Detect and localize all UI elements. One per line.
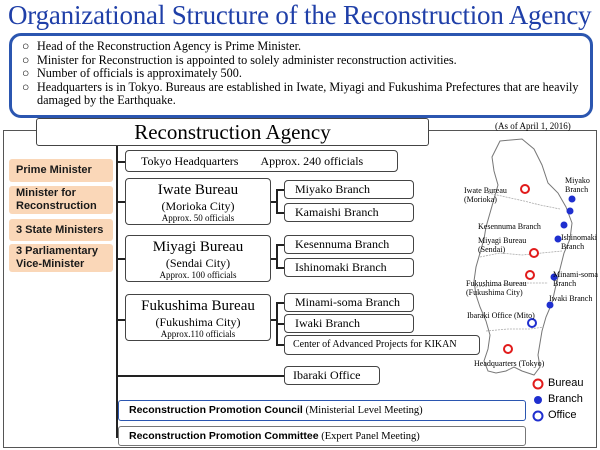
page-title: Organizational Structure of the Reconstruction Agency [8,0,592,30]
map-label-iwaki: Iwaki Branch [549,294,593,303]
trunk-line [116,146,118,437]
bureau-name: Iwate Bureau [157,182,239,198]
circle-bullet-icon: ○ [22,66,30,81]
as-of-date: (As of April 1, 2016) [495,121,571,131]
ibaraki-office-box: Ibaraki Office [284,366,380,385]
leader-prime-minister: Prime Minister [9,159,113,182]
iwaki-branch-box: Iwaki Branch [284,314,414,333]
bureau-marker-miyagi [530,249,538,257]
leader-vice-ministers: 3 Parliamentary Vice-Minister [9,244,113,272]
connector-line [116,201,125,203]
bureau-city: (Sendai City) [165,256,231,270]
circle-bullet-icon: ○ [22,39,30,53]
legend-bureau-icon [534,380,543,389]
hq-staff: Approx. 240 officials [260,154,364,168]
connector-line [276,189,284,191]
map-label-miyako: Miyako Branch [565,176,590,194]
promotion-committee-box: Reconstruction Promotion Committee (Expert Panel Meeting) [118,426,526,446]
map-label-fukushima: Fukushima Bureau (Fukushima City) [466,279,527,297]
connector-line [116,161,125,163]
legend-markers [530,376,546,424]
branch-marker-kamaishi [567,208,574,215]
bureau-staff: Approx. 100 officials [159,270,237,280]
bureau-city: (Morioka City) [161,199,235,213]
fukushima-bureau-box [125,294,271,341]
bureau-city: (Fukushima City) [155,315,241,329]
bureau-staff: Approx. 50 officials [161,213,235,223]
miyagi-bureau-box [125,235,271,282]
iwate-bureau-box [125,178,271,225]
agency-box: Reconstruction Agency [36,118,429,146]
summary-item: ○ Head of the Reconstruction Agency is Prime Minister. [22,39,302,53]
connector-line [276,244,284,246]
connector-line [276,244,278,268]
bureau-marker-fukushima [526,271,534,279]
map-label-kesennuma: Kesennuma Branch [478,222,541,231]
kesennuma-branch-box: Kesennuma Branch [284,235,414,254]
connector-line [116,258,125,260]
kamaishi-branch-box: Kamaishi Branch [284,203,414,222]
circle-bullet-icon: ○ [22,52,30,67]
bureau-staff: Approx.110 officials [160,329,236,339]
legend-branch-icon [534,396,542,404]
hq-name: Tokyo Headquarters [141,154,239,168]
summary-item: ○ Number of officials is approximately 500. [22,66,242,81]
map-label-miyagi: Miyagi Bureau (Sendai) [478,236,527,254]
bureau-name: Miyagi Bureau [152,239,244,255]
connector-line [276,323,284,325]
connector-line [276,212,284,214]
summary-item: ○ Headquarters is in Tokyo. Bureaus are established in Iwate, Miyagi and Fukushima Prefectures that are heavily damaged by the Earthquake. [22,79,579,108]
leader-state-ministers: 3 State Ministers [9,219,113,241]
map-label-hq: Headquarters (Tokyo) [474,359,545,368]
minamisoma-branch-box: Minami-soma Branch [284,293,414,312]
branch-marker-miyako [569,196,576,203]
tokyo-headquarters-box [125,150,398,172]
tohoku-map [430,135,595,390]
connector-line [276,344,284,346]
legend-bureau-label: Bureau [548,377,584,389]
bureau-marker-iwate [521,185,529,193]
connector-line [276,267,284,269]
circle-bullet-icon: ○ [22,79,30,94]
leader-minister: Minister for Reconstruction [9,186,113,214]
legend-branch-label: Branch [548,393,583,405]
miyako-branch-box: Miyako Branch [284,180,414,199]
kikan-center-box: Center of Advanced Projects for KIKAN [284,335,480,355]
map-label-iwate: Iwate Bureau (Morioka) [464,186,507,204]
bureau-name: Fukushima Bureau [141,298,255,314]
legend-office-icon [534,412,543,421]
connector-line [276,302,284,304]
promotion-council-box: Reconstruction Promotion Council (Ministerial Level Meeting) [118,400,526,421]
bureau-marker-tokyo [504,345,512,353]
map-label-ishinomaki: Ishinomaki Branch [561,233,597,251]
connector-line [116,319,125,321]
ishinomaki-branch-box: Ishinomaki Branch [284,258,414,277]
legend-office-label: Office [548,409,577,421]
summary-item: ○ Minister for Reconstruction is appointed to solely administer reconstruction activities. [22,52,457,67]
map-land [474,139,572,375]
map-label-ibaraki: Ibaraki Office (Mito) [467,311,535,320]
connector-line [116,375,284,377]
map-label-minamisoma: Minami-soma Branch [553,270,598,288]
branch-marker-kesennuma [561,222,568,229]
office-marker-ibaraki [528,319,536,327]
connector-line [276,189,278,213]
summary-box [9,33,593,118]
